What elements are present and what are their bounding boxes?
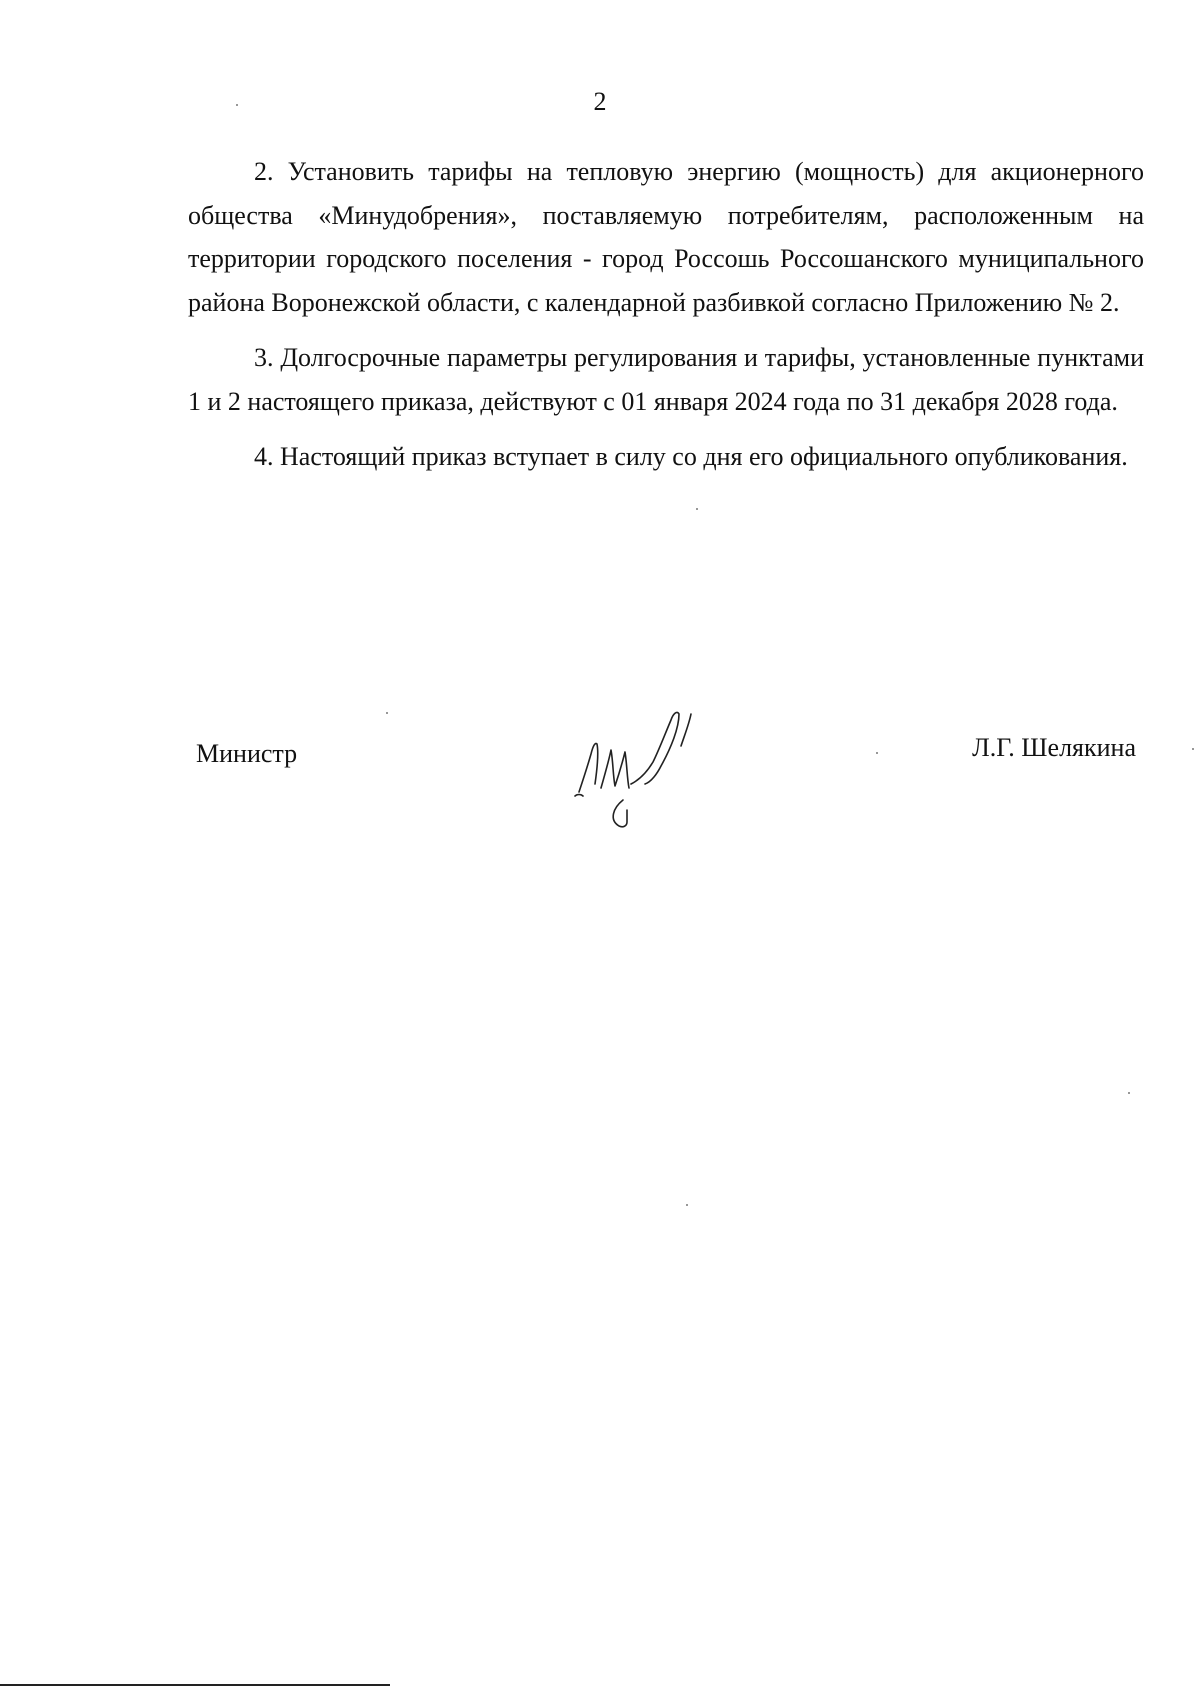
paragraph-3: 3. Долгосрочные параметры регулирования и тарифы, установленные пунктами 1 и 2 настоящего приказа, действуют с 01 января 2024 года по 31 декабря 2028 года. xyxy=(188,343,1144,416)
scan-speck xyxy=(696,508,698,510)
paragraph-4: 4. Настоящий приказ вступает в силу со дня его официального опубликования. xyxy=(254,442,1128,471)
signatory-role: Министр xyxy=(196,739,298,768)
scan-speck xyxy=(386,712,388,714)
scan-speck xyxy=(1128,1092,1130,1094)
signatory-name: Л.Г. Шелякина xyxy=(972,733,1136,762)
scan-speck xyxy=(686,1204,688,1206)
scan-speck xyxy=(1192,748,1194,750)
paragraph-2: 2. Установить тарифы на тепловую энергию (мощность) для акционерного общества «Минудобрения», поставляемую потребителям, расположенным на территории городского поселения - город Россошь Россошанского муниципального района Воронежской области, с календарной разбивкой согласно Приложению № 2. xyxy=(188,157,1144,317)
document-body xyxy=(188,150,1144,491)
bottom-edge-rule xyxy=(0,1684,390,1686)
scan-speck xyxy=(236,104,238,106)
handwritten-signature xyxy=(561,684,721,834)
page-number: 2 xyxy=(593,87,607,116)
scan-speck xyxy=(876,752,878,754)
signature-block xyxy=(196,730,1136,850)
